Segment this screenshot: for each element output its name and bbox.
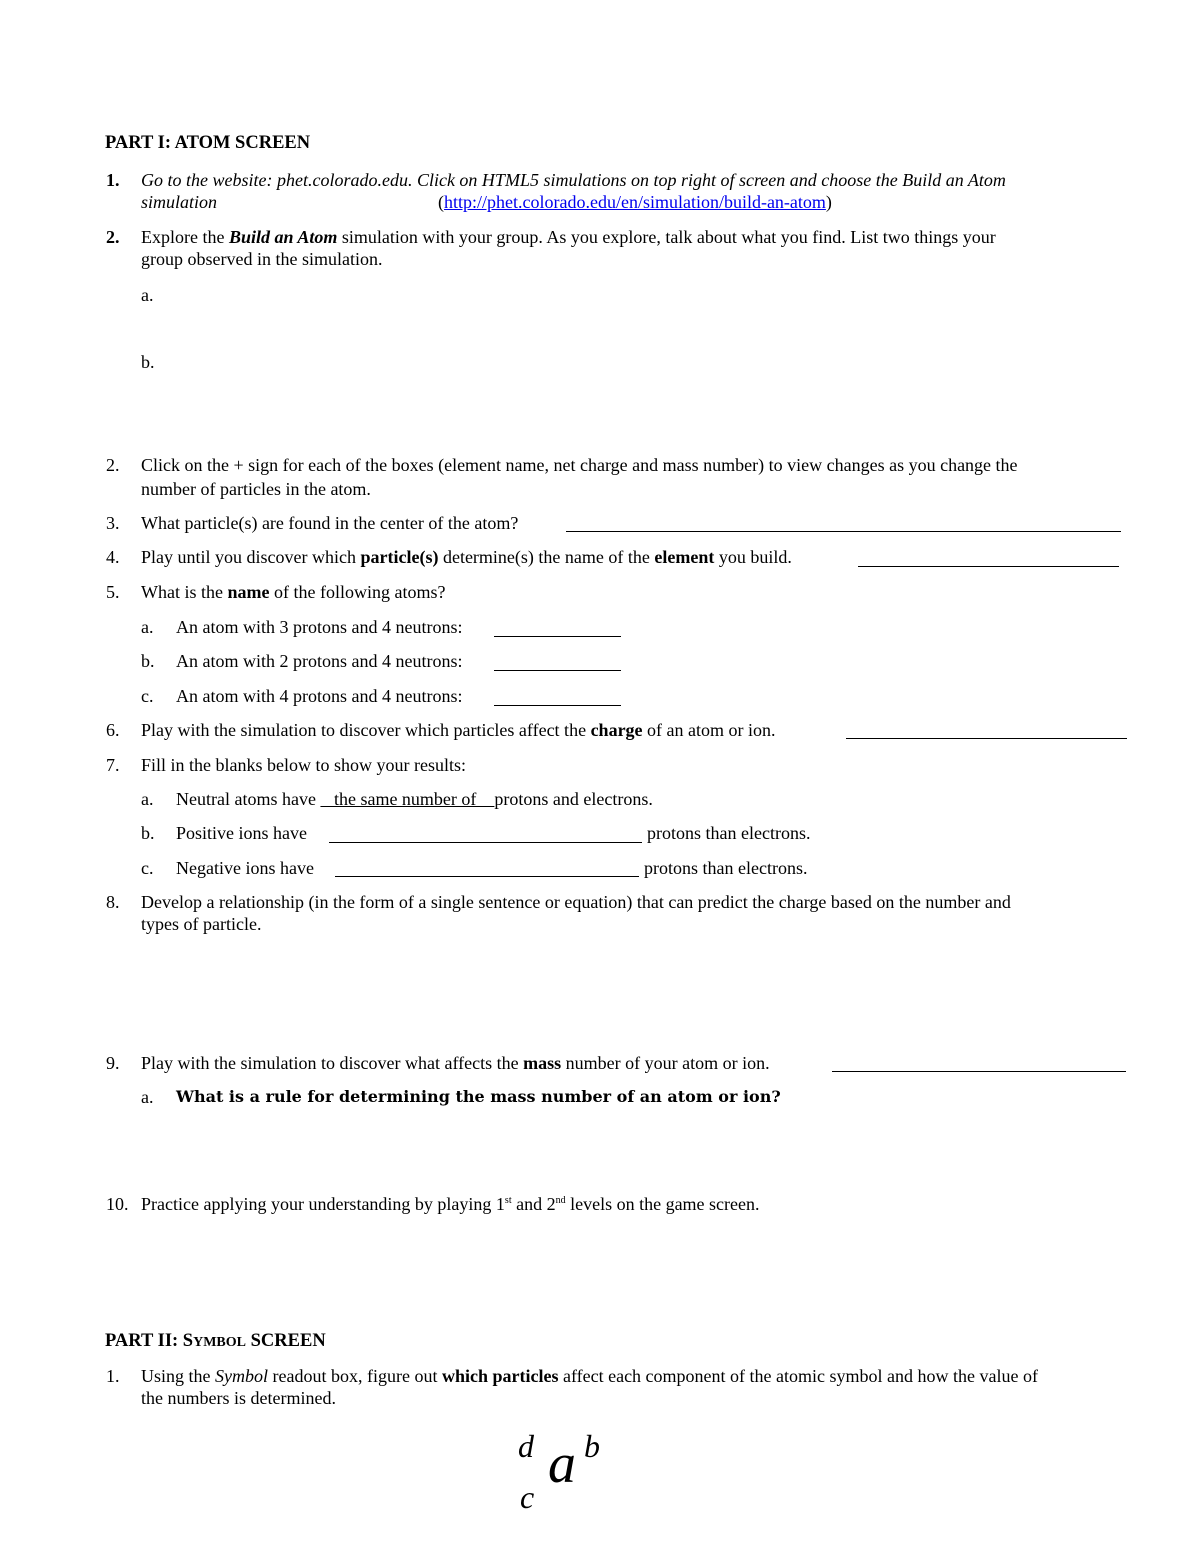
q5-text — [141, 582, 445, 603]
q9-number: 9. — [106, 1053, 120, 1073]
q7-a-post: protons and electrons. — [494, 789, 653, 809]
part2-heading-pre: PART II: S — [105, 1331, 194, 1351]
symbol-c: c — [520, 1479, 535, 1515]
q10-post: levels on the game screen. — [565, 1194, 760, 1214]
q7-a-pre: Neutral atoms have — [176, 789, 321, 809]
p2-q1-number: 1. — [106, 1366, 120, 1386]
symbol-a: a — [548, 1433, 576, 1495]
q2-bold: Build an Atom — [228, 227, 338, 247]
p2-q1-line1 — [141, 1366, 1038, 1387]
p2-q1-mid: readout box, figure out — [268, 1366, 442, 1386]
q5-item-c-letter: c. — [141, 686, 154, 706]
q4-pre: Play until you discover which — [141, 547, 361, 567]
q7-a-filled-answer[interactable]: the same number of — [320, 789, 495, 809]
q9-bold: mass — [523, 1053, 562, 1073]
q2-number: 2. — [106, 227, 120, 247]
q5-item-b-text: An atom with 2 protons and 4 neutrons: — [176, 651, 463, 671]
q2-item-a: a. — [141, 285, 154, 305]
part1-heading: PART I: ATOM SCREEN — [105, 133, 311, 153]
q8-line1: Develop a relationship (in the form of a single sentence or equation) that can predict the charge based on the number and — [141, 892, 1011, 912]
q5-item-c-text: An atom with 4 protons and 4 neutrons: — [176, 686, 463, 706]
q9-post: number of your atom or ion. — [561, 1053, 770, 1073]
q1-paren-open: ( — [438, 192, 444, 212]
q1-url-wrapper — [438, 192, 832, 213]
q5-number: 5. — [106, 582, 120, 602]
q2-line2: group observed in the simulation. — [141, 249, 383, 269]
q7-b-post: protons than electrons. — [647, 823, 811, 843]
q3-answer-line[interactable] — [566, 531, 1121, 532]
q9-pre: Play with the simulation to discover what affects the — [141, 1053, 524, 1073]
symbol-d: d — [518, 1428, 534, 1464]
q9-item-a-letter: a. — [141, 1087, 154, 1107]
q7-item-a — [176, 789, 653, 810]
q6-pre: Play with the simulation to discover which particles affect the — [141, 720, 591, 740]
q7-item-b-letter: b. — [141, 823, 155, 843]
q3-text: What particle(s) are found in the center of the atom? — [141, 513, 519, 533]
q1-paren-close: ) — [825, 192, 832, 212]
q7-item-a-letter: a. — [141, 789, 154, 809]
q5-item-a-letter: a. — [141, 617, 154, 637]
q6-answer-line[interactable] — [846, 738, 1127, 739]
q5-item-b-letter: b. — [141, 651, 155, 671]
q6-post: of an atom or ion. — [642, 720, 776, 740]
q1-line1: Go to the website: phet.colorado.edu. Click on HTML5 simulations on top right of screen and choose the Build an Atom — [141, 170, 1006, 190]
part2-heading-post: SCREEN — [246, 1331, 326, 1351]
q4-answer-line[interactable] — [858, 566, 1119, 567]
q4-number: 4. — [106, 547, 120, 567]
q5-post: of the following atoms? — [269, 582, 446, 602]
q1-line2: simulation — [141, 192, 218, 212]
q4-mid: determine(s) the name of the — [438, 547, 655, 567]
q7-b-answer-line[interactable] — [329, 842, 642, 843]
p2-q1-italic-symbol: Symbol — [215, 1366, 268, 1386]
q10-text — [141, 1194, 760, 1215]
q2b-line1: Click on the + sign for each of the boxes (element name, net charge and mass number) to view changes as you change the — [141, 455, 1018, 475]
q7-c-answer-line[interactable] — [335, 876, 639, 877]
q10-number: 10. — [106, 1194, 129, 1214]
q9-answer-line[interactable] — [832, 1071, 1126, 1072]
q2-post: simulation with your group. As you explore, talk about what you find. List two things your — [337, 227, 996, 247]
p2-q1-bold: which particles — [441, 1366, 559, 1386]
p2-q1-line2: the numbers is determined. — [141, 1388, 336, 1408]
p2-q1-post: affect each component of the atomic symbol and how the value of — [558, 1366, 1038, 1386]
q2b-line2: number of particles in the atom. — [141, 479, 371, 499]
q2-item-b: b. — [141, 352, 155, 372]
q5-item-b-line[interactable] — [494, 670, 621, 671]
q7-c-post: protons than electrons. — [644, 858, 808, 878]
q4-bold-element: element — [654, 547, 715, 567]
part2-heading — [105, 1331, 326, 1352]
q2b-number: 2. — [106, 455, 120, 475]
q4-post: you build. — [714, 547, 792, 567]
q10-sup-nd: nd — [555, 1195, 566, 1206]
symbol-b: b — [584, 1428, 600, 1464]
q5-item-a-line[interactable] — [494, 636, 621, 637]
q6-text — [141, 720, 776, 741]
q10-sup-st: st — [504, 1195, 512, 1206]
part2-heading-smallcaps: YMBOL — [193, 1335, 246, 1350]
q9-item-a-text: What is a rule for determining the mass number of an atom or ion? — [176, 1087, 781, 1106]
q4-text — [141, 547, 792, 568]
q10-mid: and 2 — [511, 1194, 556, 1214]
q5-bold: name — [227, 582, 270, 602]
q8-number: 8. — [106, 892, 120, 912]
q3-number: 3. — [106, 513, 120, 533]
q5-pre: What is the — [141, 582, 228, 602]
q7-item-c-letter: c. — [141, 858, 154, 878]
q1-number: 1. — [106, 170, 120, 190]
q2-pre: Explore the — [141, 227, 229, 247]
q7-text: Fill in the blanks below to show your results: — [141, 755, 466, 775]
q5-item-a-text: An atom with 3 protons and 4 neutrons: — [176, 617, 463, 637]
q4-bold-particles: particle(s) — [360, 547, 439, 567]
q5-item-c-line[interactable] — [494, 705, 621, 706]
q2-line1 — [141, 227, 996, 248]
q9-text — [141, 1053, 770, 1074]
q6-number: 6. — [106, 720, 120, 740]
q7-c-pre: Negative ions have — [176, 858, 314, 878]
q8-line2: types of particle. — [141, 914, 262, 934]
q10-pre: Practice applying your understanding by playing 1 — [141, 1194, 505, 1214]
q6-bold: charge — [590, 720, 643, 740]
q7-number: 7. — [106, 755, 120, 775]
build-an-atom-link[interactable]: http://phet.colorado.edu/en/simulation/build-an-atom — [444, 192, 826, 212]
p2-q1-pre: Using the — [141, 1366, 215, 1386]
q7-b-pre: Positive ions have — [176, 823, 307, 843]
